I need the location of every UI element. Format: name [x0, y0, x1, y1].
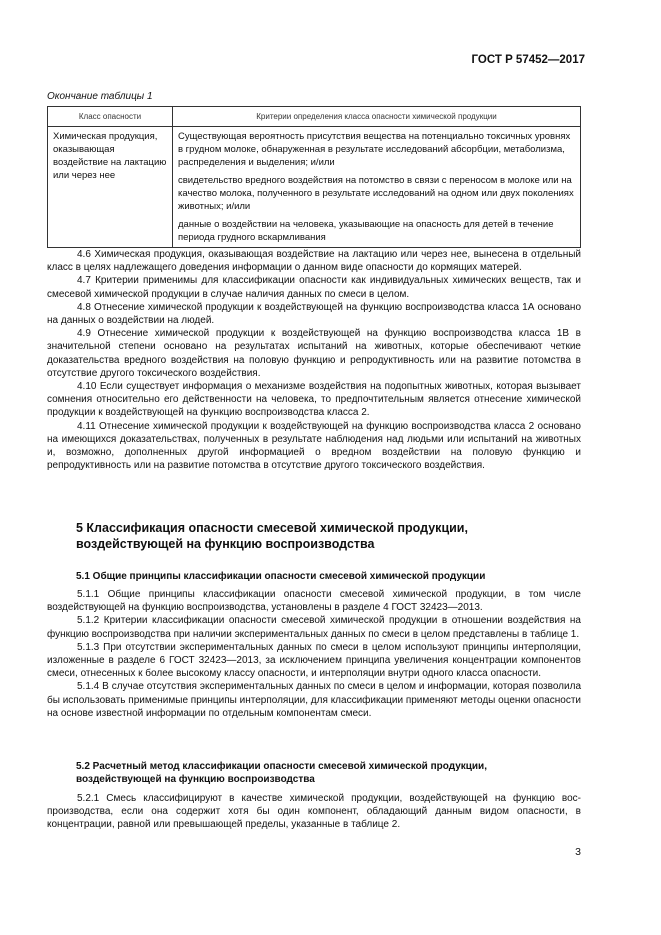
section-5-title-line1: 5 Классификация опасности смесевой химической продукции,: [76, 521, 468, 535]
criterion-3: данные о воздействии на человека, указывающие на опасность для детей в течение периода грудного вскармливания: [178, 219, 554, 243]
criteria-cell: [173, 127, 581, 248]
hazard-class-table: [47, 106, 581, 248]
col-header-class: Класс опасности: [48, 107, 173, 127]
paragraph-5-2-1: 5.2.1 Смесь классифицируют в качестве химической продукции, воздействующей на функцию воспроизводства, если она содержит хотя бы один компонент, обладающий данным видом опасности, в концентрации, равной или превышающей пределы, указанные в таблице 2.: [47, 793, 581, 831]
subsection-5-2-text: [47, 792, 581, 832]
document-id: ГОСТ Р 57452—2017: [471, 54, 585, 66]
subsection-5-2-title-line2: воздействующей на функцию воспроизводства: [76, 774, 315, 786]
table-row: [48, 127, 581, 248]
paragraph-4-8: 4.8 Отнесение химической продукции к воздействующей на функцию воспроизводства класса 1А основано на данных о воздействии на людей.: [47, 301, 581, 327]
table-header-row: [48, 107, 581, 127]
paragraph-4-7: 4.7 Критерии применимы для классификации опасности как индивидуальных химических веществ, так и смесевой химической продукции в случае наличия данных по смеси в целом.: [47, 275, 581, 300]
paragraph-5-1-4: 5.1.4 В случае отсутствия экспериментальных данных по смеси в целом и информации, которая позволила бы использовать применимые принципы интерполяции, для классификации применяют методы оценки опасности на основе известной информации по отдельным компонентам смеси.: [47, 681, 581, 719]
criterion-1: Существующая вероятность присутствия вещества на потенциально токсичных уровнях в грудном молоке, обнаруженная в результате исследований абсорбции, метаболизма, распределения и выделения; и/или: [178, 131, 571, 168]
page-number: 3: [575, 846, 581, 858]
section-4-text: [47, 248, 581, 472]
paragraph-4-9: 4.9 Отнесение химической продукции к воздействующей на функцию воспроизводства класса 1В в значительной степени основано на результатах испытаний на животных, которые обеспечивают четкие доказательства вредного воздействия на половую функцию и репродуктивность или на развитие потомства в отсутствие другого токсического воздействия.: [47, 328, 581, 379]
criterion-2: свидетельство вредного воздействия на потомство в связи с переносом в молоке или на качество молока, полученного в результате исследований на одном или двух поколениях животных; и/или: [178, 175, 574, 212]
paragraph-4-6: 4.6 Химическая продукция, оказывающая воздействие на лактацию или через нее, вынесена в отдельный класс в целях надлежащего доведения информации о данном виде опасности до кормящих матерей.: [47, 249, 581, 274]
hazard-class-cell: Химическая продукция, оказывающая воздействие на лактацию или через нее: [48, 127, 173, 248]
paragraph-5-1-1: 5.1.1 Общие принципы классификации опасности смесевой химической продукции, в том числе воздействующей на функцию воспроизводства, установлены в разделе 4 ГОСТ 32423—2013.: [47, 589, 581, 614]
col-header-criteria: Критерии определения класса опасности химической продукции: [173, 107, 581, 127]
paragraph-5-1-2: 5.1.2 Критерии классификации опасности смесевой химической продукции в отношении воздействия на функцию воспроизводства при наличии экспериментальных данных по смеси в целом представлены в таблице 1.: [47, 615, 581, 640]
subsection-5-2-title-line1: 5.2 Расчетный метод классификации опасности смесевой химической продукции,: [76, 761, 487, 772]
section-5-title: [76, 520, 576, 552]
section-5-title-line2: воздействующей на функцию воспроизводства: [76, 537, 375, 551]
table-caption: Окончание таблицы 1: [47, 91, 153, 102]
paragraph-4-11: 4.11 Отнесение химической продукции к воздействующей на функцию воспроизводства класса 2 основано на имеющихся доказательствах, полученных в результате наблюдения над людьми или испытаний на животных и, возможно, дополненных другой информацией о вредном воздействии на половую функцию и репродуктивность или на развитие потомства в отсутствие другого токсического воздействия.: [47, 420, 581, 472]
subsection-5-2-title: [76, 760, 576, 786]
subsection-5-1-title: 5.1 Общие принципы классификации опасности смесевой химической продукции: [76, 571, 486, 582]
paragraph-5-1-3: 5.1.3 При отсутствии экспериментальных данных по смеси в целом используют принципы интерполяции, изложенные в разделе 6 ГОСТ 32423—2013, за исключением принципа увеличения концентрации компонентов смеси, отнесенных к более высокому классу опасности, и интерполяции внутри одного класса опасности.: [47, 641, 581, 680]
paragraph-4-10: 4.10 Если существует информация о механизме воздействия на подопытных животных, которая вызывает сомнения относительно его действенности на человека, то предпочтительным является отнесение химической продукции к воздействующей на функцию воспроизводства класса 2.: [47, 381, 581, 419]
subsection-5-1-text: [47, 588, 581, 720]
